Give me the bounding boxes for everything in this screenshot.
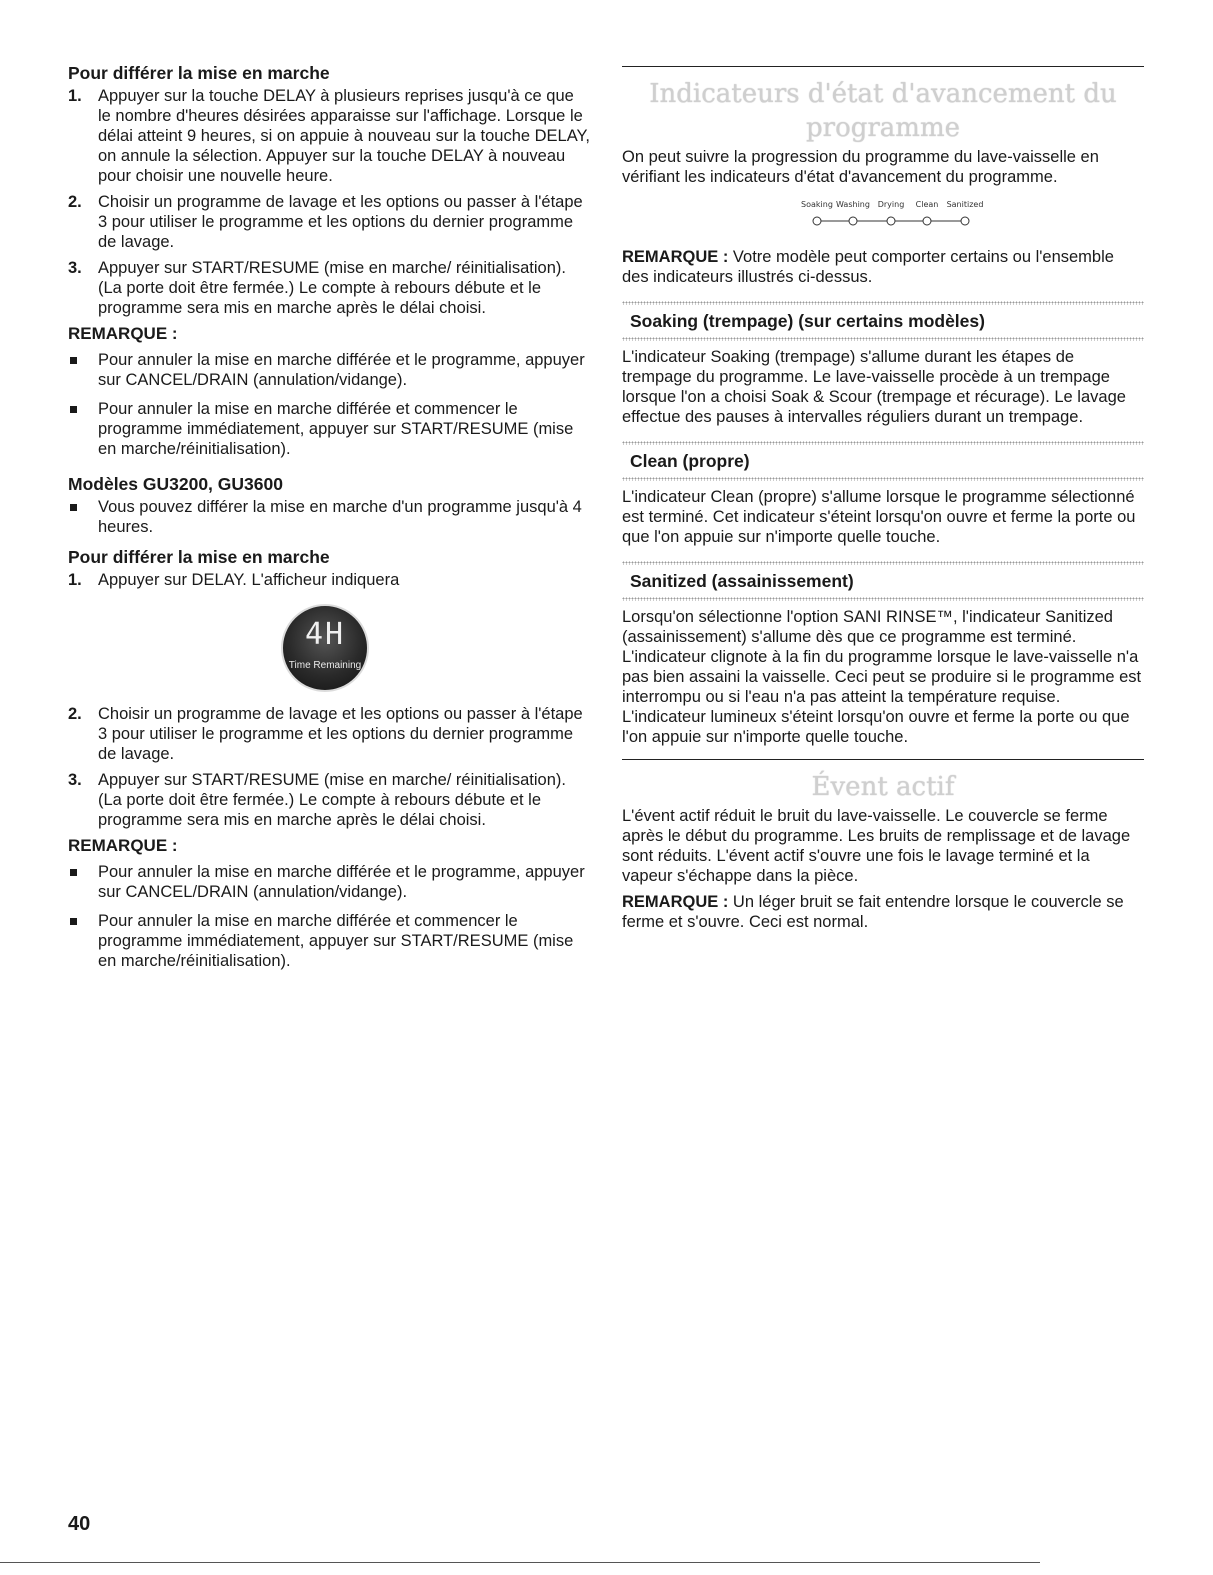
progress-light-washing — [849, 217, 857, 225]
footer-rule — [0, 1562, 1040, 1563]
step-number: 1. — [68, 87, 82, 105]
bullet-item — [68, 350, 590, 390]
left-column — [68, 62, 590, 980]
step-text: Appuyer sur DELAY. L'afficheur indiquera — [98, 571, 400, 589]
progress-label-washing: Washing — [836, 200, 870, 209]
section-divider — [622, 66, 1144, 67]
vent-remarque — [622, 892, 1144, 932]
progress-label-sanitized: Sanitized — [946, 200, 984, 209]
clean-heading: Clean (propre) — [630, 451, 750, 471]
soaking-heading: Soaking (trempage) (sur certains modèles) — [630, 311, 985, 331]
clean-text: L'indicateur Clean (propre) s'allume lorsque le programme sélectionné est terminé. Cet indicateur s'éteint lorsqu'on ouvre et ferme la porte ou que l'on appuie sur n'importe quelle touche. — [622, 488, 1136, 546]
bullet-item — [68, 862, 590, 902]
progress-label-soaking: Soaking — [801, 200, 833, 209]
bullet-square-icon — [68, 350, 98, 390]
models-heading: Modèles GU3200, GU3600 — [68, 474, 283, 494]
remarque-label: REMARQUE : — [68, 324, 178, 343]
soaking-block — [622, 301, 1144, 341]
progress-section-title: Indicateurs d'état d'avancement du programme — [649, 79, 1117, 143]
page-number: 40 — [68, 1513, 91, 1535]
step-number: 2. — [68, 193, 82, 211]
clean-block — [622, 441, 1144, 481]
display-label: Time Remaining — [288, 660, 362, 671]
step-text: Appuyer sur START/RESUME (mise en marche/ réinitialisation). (La porte doit être fermée.) Le compte à rebours débute et le programme sera mis en marche après le délai choisi. — [98, 259, 566, 317]
step-item — [68, 770, 590, 830]
step-number: 1. — [68, 571, 82, 589]
bullet-text: Vous pouvez différer la mise en marche d'un programme jusqu'à 4 heures. — [98, 498, 582, 536]
display-digits: 4H — [304, 617, 346, 652]
step-text: Choisir un programme de lavage et les options ou passer à l'étape 3 pour utiliser le programme et les options du dernier programme de lavage. — [98, 705, 583, 763]
dotted-divider — [622, 597, 1144, 601]
bullet-text: Pour annuler la mise en marche différée et le programme, appuyer sur CANCEL/DRAIN (annulation/vidange). — [98, 351, 585, 389]
sanitized-block — [622, 561, 1144, 601]
bullet-square-icon — [68, 399, 98, 459]
sanitized-text: Lorsqu'on sélectionne l'option SANI RINSE™, l'indicateur Sanitized (assainissement) s'allume dès que ce programme est terminé. L'indicateur clignote à la fin du programme lorsque le lave-vaisselle n'a pas bien assaini la vaisselle. Ceci peut se produire si le programme est interrompu ou si l'eau n'a pas atteint la température requise. L'indicateur lumineux s'éteint lorsqu'on ouvre et ferme la porte ou que l'on appuie sur n'importe quelle touche. — [622, 608, 1142, 746]
right-column — [622, 66, 1144, 932]
dotted-divider — [622, 477, 1144, 481]
vent-section-title: Évent actif — [811, 772, 955, 802]
delay-heading: Pour différer la mise en marche — [68, 63, 330, 83]
remarque-text: Un léger bruit se fait entendre lorsque le couvercle se ferme et s'ouvre. Ceci est normal. — [622, 893, 1124, 931]
step-item — [68, 258, 590, 318]
step-item — [68, 570, 590, 590]
bullet-text: Pour annuler la mise en marche différée et commencer le programme immédiatement, appuyer sur START/RESUME (mise en marche/réinitialisation). — [98, 912, 574, 970]
bullet-item — [68, 911, 590, 971]
bullet-text: Pour annuler la mise en marche différée et le programme, appuyer sur CANCEL/DRAIN (annulation/vidange). — [98, 863, 585, 901]
remarque-label: REMARQUE : — [622, 893, 729, 911]
step-number: 3. — [68, 259, 82, 277]
progress-light-sanitized — [961, 217, 969, 225]
display-icon — [281, 604, 369, 692]
remarque-label: REMARQUE : — [622, 248, 729, 266]
remarque-label: REMARQUE : — [68, 836, 178, 855]
step-number: 2. — [68, 705, 82, 723]
bullet-text: Pour annuler la mise en marche différée et commencer le programme immédiatement, appuyer sur START/RESUME (mise en marche/réinitialisation). — [98, 400, 574, 458]
soaking-text: L'indicateur Soaking (trempage) s'allume durant les étapes de trempage du programme. Le lave-vaisselle procède à un trempage lorsque l'on a choisi Soak & Scour (trempage et récurage). Le lavage effectue des pauses à intervalles réguliers durant un trempage. — [622, 348, 1126, 426]
bullet-square-icon — [68, 911, 98, 971]
step-text: Choisir un programme de lavage et les options ou passer à l'étape 3 pour utiliser le programme et les options du dernier programme de lavage. — [98, 193, 583, 251]
step-text: Appuyer sur START/RESUME (mise en marche/ réinitialisation). (La porte doit être fermée.) Le compte à rebours débute et le programme sera mis en marche après le délai choisi. — [98, 771, 566, 829]
progress-intro: On peut suivre la progression du programme du lave-vaisselle en vérifiant les indicateurs d'état d'avancement du programme. — [622, 148, 1099, 186]
step-text: Appuyer sur la touche DELAY à plusieurs reprises jusqu'à ce que le nombre d'heures désirées apparaisse sur l'affichage. Lorsque le délai atteint 9 heures, si on appuie à nouveau sur la touche DELAY, on annule la sélection. Appuyer sur la touche DELAY à nouveau pour choisir une nouvelle heure. — [98, 87, 590, 185]
dotted-divider — [622, 337, 1144, 341]
sanitized-heading: Sanitized (assainissement) — [630, 571, 854, 591]
bullet-square-icon — [68, 497, 98, 537]
vent-text: L'évent actif réduit le bruit du lave-vaisselle. Le couvercle se ferme après le début du programme. Les bruits de remplissage et de lavage sont réduits. L'évent actif s'ouvre une fois le lavage terminé et la vapeur s'échappe dans la pièce. — [622, 807, 1131, 885]
bullet-item — [68, 497, 590, 537]
progress-indicator-diagram — [622, 193, 1144, 241]
progress-label-drying: Drying — [877, 200, 905, 209]
section-divider — [622, 759, 1144, 760]
display-illustration — [68, 604, 590, 692]
step-item — [68, 86, 590, 186]
progress-light-soaking — [813, 217, 821, 225]
progress-light-drying — [887, 217, 895, 225]
delay-heading-2: Pour différer la mise en marche — [68, 547, 330, 567]
progress-remarque — [622, 247, 1144, 287]
progress-indicator-svg — [797, 193, 997, 233]
step-item — [68, 704, 590, 764]
bullet-item — [68, 399, 590, 459]
step-number: 3. — [68, 771, 82, 789]
bullet-square-icon — [68, 862, 98, 902]
progress-light-clean — [923, 217, 931, 225]
step-item — [68, 192, 590, 252]
remarque-text: Votre modèle peut comporter certains ou l'ensemble des indicateurs illustrés ci-dessus. — [622, 248, 1114, 286]
progress-label-clean: Clean — [915, 200, 939, 209]
